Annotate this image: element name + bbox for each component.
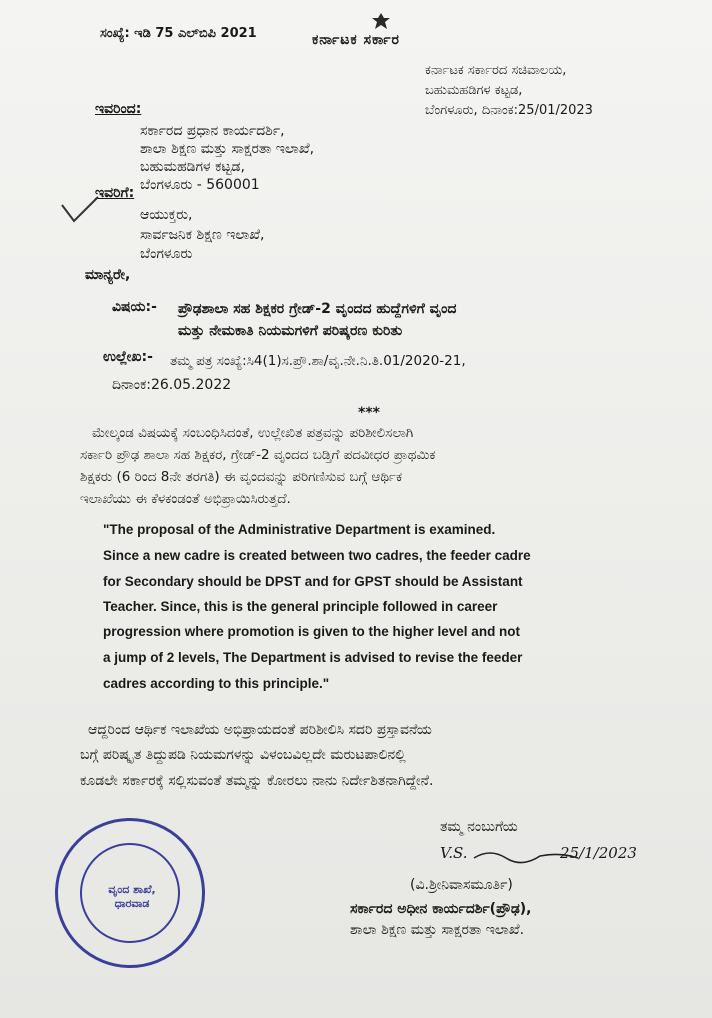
from-label: ಇವರಿಂದ: [95, 101, 142, 117]
quote-line: progression where promotion is given to the higher level and not [103, 624, 521, 639]
government-emblem-icon [370, 12, 392, 32]
subject-line: ಪ್ರೌಢಶಾಲಾ ಸಹ ಶಿಕ್ಷಕರ ಗ್ರೇಡ್-2 ವೃಂದದ ಹುದ್ದೆಗಳಿಗೆ ವೃಂದ [178, 301, 457, 317]
signatory-designation: ಸರ್ಕಾರದ ಅಧೀನ ಕಾರ್ಯದರ್ಶಿ(ಪ್ರೌಢ), [350, 901, 532, 917]
stamp-text [82, 883, 182, 911]
reference-line: ತಮ್ಮ ಪತ್ರ ಸಂಖ್ಯೆ:ಸಿ4(1)ಸ.ಪ್ರೌ.ಶಾ/ವೃ.ನೇ.ನಿ.ತಿ.01/2020-21, [170, 353, 466, 369]
from-line: ಬಹುಮಹಡಿಗಳ ಕಟ್ಟಡ, [140, 159, 245, 175]
signatory-department: ಶಾಲಾ ಶಿಕ್ಷಣ ಮತ್ತು ಸಾಕ್ಷರತಾ ಇಲಾಖೆ. [350, 922, 525, 938]
address-line-1: ಕರ್ನಾಟಕ ಸರ್ಕಾರದ ಸಚಿವಾಲಯ, [425, 63, 567, 78]
quote-line: Teacher. Since, this is the general principle followed in career [103, 599, 498, 614]
stamp-line: ವೃಂದ ಶಾಖೆ, [108, 883, 156, 896]
body-line: ಮೇಲ್ಕಂಡ ವಿಷಯಕ್ಕೆ ಸಂಬಂಧಿಸಿದಂತೆ, ಉಲ್ಲೇಖಿತ ಪತ್ರವನ್ನು ಪರಿಶೀಲಿಸಲಾಗಿ [92, 425, 414, 441]
from-line: ಬೆಂಗಳೂರು - 560001 [140, 177, 260, 193]
closing-line: ಬಗ್ಗೆ ಪರಿಷ್ಕೃತ ತಿದ್ದುಪಡಿ ನಿಯಮಗಳನ್ನು ವಿಳಂಬವಿಲ್ಲದೇ ಮರುಟಪಾಲಿನಲ್ಲಿ [80, 747, 406, 763]
address-date: ಬೆಂಗಳೂರು, ದಿನಾಂಕ:25/01/2023 [425, 103, 593, 118]
address-line-2: ಬಹುಮಹಡಿಗಳ ಕಟ್ಟಡ, [425, 83, 523, 98]
closing-line: ಆದ್ದರಿಂದ ಆರ್ಥಿಕ ಇಲಾಖೆಯ ಅಭಿಪ್ರಾಯದಂತೆ ಪರಿಶೀಲಿಸಿ ಸದರಿ ಪ್ರಸ್ತಾವನೆಯ [88, 722, 432, 738]
to-label: ಇವರಿಗೆ: [95, 185, 135, 201]
salutation: ಮಾನ್ಯರೇ, [85, 267, 131, 283]
stamp-inner-ring [80, 843, 180, 943]
reference-label: ಉಲ್ಲೇಖ:- [103, 349, 153, 365]
body-line: ಸರ್ಕಾರಿ ಪ್ರೌಢ ಶಾಲಾ ಸಹ ಶಿಕ್ಷಕರ, ಗ್ರೇಡ್-2 ವೃಂದದ ಬಡ್ತಿಗೆ ಪದವೀಧರ ಪ್ರಾಥಮಿಕ [80, 447, 436, 463]
closing-line: ಕೂಡಲೇ ಸರ್ಕಾರಕ್ಕೆ ಸಲ್ಲಿಸುವಂತೆ ತಮ್ಮನ್ನು ಕೋರಲು ನಾನು ನಿರ್ದೇಶಿತನಾಗಿದ್ದೇನೆ. [80, 773, 434, 789]
government-heading: ಕರ್ನಾಟಕ ಸರ್ಕಾರ [312, 32, 400, 48]
body-line: ಇಲಾಖೆಯು ಈ ಕೆಳಕಂಡಂತೆ ಅಭಿಪ್ರಾಯಿಸಿರುತ್ತದೆ. [80, 491, 291, 507]
signatory-name: (ವಿ.ಶ್ರೀನಿವಾಸಮೂರ್ತಿ) [410, 877, 513, 893]
quote-line: a jump of 2 levels, The Department is advised to revise the feeder [103, 650, 523, 665]
body-line: ಶಿಕ್ಷಕರು (6 ರಿಂದ 8ನೇ ತರಗತಿ) ಈ ವೃಂದವನ್ನು ಪರಿಗಣಿಸುವ ಬಗ್ಗೆ ಆರ್ಥಿಕ [80, 469, 403, 485]
quote-line: cadres according to this principle." [103, 676, 330, 691]
quote-line: for Secondary should be DPST and for GPST should be Assistant [103, 574, 523, 589]
reference-number: ಸಂಖ್ಯೆ: ಇಡಿ 75 ಎಲ್‌ಬಿಪಿ 2021 [100, 26, 257, 41]
from-line: ಸರ್ಕಾರದ ಪ್ರಧಾನ ಕಾರ್ಯದರ್ಶಿ, [140, 123, 285, 139]
stamp-line: ಧಾರವಾಡ [114, 897, 150, 910]
subject-label: ವಿಷಯ:- [112, 299, 157, 315]
from-line: ಶಾಲಾ ಶಿಕ್ಷಣ ಮತ್ತು ಸಾಕ್ಷರತಾ ಇಲಾಖೆ, [140, 141, 315, 157]
yours-faithfully: ತಮ್ಮ ನಂಬುಗೆಯ [440, 819, 518, 835]
signature-initials: V.S. [440, 844, 468, 862]
official-stamp [55, 818, 205, 968]
separator: *** [358, 405, 380, 421]
quote-line: "The proposal of the Administrative Department is examined. [103, 522, 496, 537]
subject-line: ಮತ್ತು ನೇಮಕಾತಿ ನಿಯಮಗಳಿಗೆ ಪರಿಷ್ಕರಣ ಕುರಿತು [178, 323, 403, 339]
checkmark-icon [60, 195, 100, 225]
reference-date: ದಿನಾಂಕ:26.05.2022 [112, 377, 232, 393]
quote-line: Since a new cadre is created between two cadres, the feeder cadre [103, 548, 531, 563]
to-line: ಸಾರ್ವಜನಿಕ ಶಿಕ್ಷಣ ಇಲಾಖೆ, [140, 227, 265, 243]
to-line: ಬೆಂಗಳೂರು [140, 246, 193, 262]
to-line: ಆಯುಕ್ತರು, [140, 207, 193, 223]
signature-date: 25/1/2023 [560, 844, 637, 862]
